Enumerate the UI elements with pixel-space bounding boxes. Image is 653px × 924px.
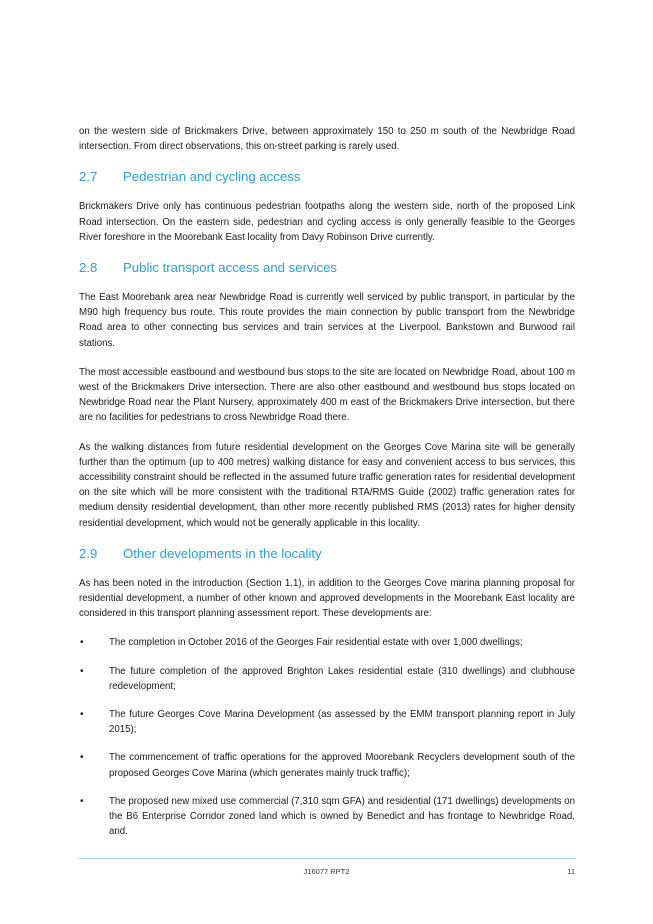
list-item-text: The completion in October 2016 of the Georges Fair residential estate with over 1,000 dwellings; xyxy=(109,637,523,649)
section-title: Other developments in the locality xyxy=(123,545,322,561)
paragraph: The most accessible eastbound and westbound bus stops to the site are located on Newbridge Road, about 100 m west of the Brickmakers Drive intersection. There are also other eastbound and westbound bus stops located on Newbridge Road near the Plant Nursery, approximately 400 m east of the Brickmakers Drive intersection, but there are no facilities for pedestrians to cross Newbridge Road there. xyxy=(79,366,575,424)
bullet-icon: • xyxy=(80,795,84,807)
paragraph: As has been noted in the introduction (Section 1.1), in addition to the Georges Cove marina planning proposal for residential development, a number of other known and approved developments in the Moorebank East locality are considered in this transport planning assessment report. These developments are: xyxy=(79,577,575,620)
list-item xyxy=(79,750,575,780)
document-body xyxy=(79,124,575,853)
intro-paragraph: on the western side of Brickmakers Drive, between approximately 150 to 250 m south of the Newbridge Road intersection. From direct observations, this on-street parking is rarely used. xyxy=(79,126,575,153)
section-number: 2.7 xyxy=(79,169,98,185)
list-item xyxy=(79,664,575,694)
footer-page-number: 11 xyxy=(567,867,575,876)
section-title: Public transport access and services xyxy=(123,260,338,276)
section-heading-2-8 xyxy=(79,259,575,276)
list-item-text: The proposed new mixed use commercial (7,310 sqm GFA) and residential (171 dwellings) developments on the B6 Enterprise Corridor zoned land which is owned by Benedict and has frontage to Newbridge Road, and. xyxy=(109,795,575,838)
section-heading-2-9 xyxy=(79,545,575,562)
developments-list xyxy=(79,635,575,839)
list-item-text: The commencement of traffic operations for the approved Moorebank Recyclers development south of the proposed Georges Cove Marina (which generates mainly truck traffic); xyxy=(109,752,575,779)
list-item xyxy=(79,707,575,737)
list-item-text: The future Georges Cove Marina Development (as assessed by the EMM transport planning report in July 2015); xyxy=(109,709,575,736)
list-item xyxy=(79,635,575,650)
bullet-icon: • xyxy=(80,709,84,721)
section-heading-2-7 xyxy=(79,168,575,185)
section-number: 2.9 xyxy=(79,545,98,561)
list-item-text: The future completion of the approved Brighton Lakes residential estate (310 dwellings) and clubhouse redevelopment; xyxy=(109,665,575,692)
section-title: Pedestrian and cycling access xyxy=(123,169,301,185)
section-number: 2.8 xyxy=(79,260,98,276)
paragraph: As the walking distances from future residential development on the Georges Cove Marina site will be generally further than the optimum (up to 400 metres) walking distance for easy and convenient access to bus services, this accessibility constraint should be reflected in the assumed future traffic generation rates for residential development on the site which will be more consistent with the traditional RTA/RMS Guide (2002) traffic generation rates for medium density residential development, than other more recently published RMS (2013) rates for higher density residential development, which would not be generally applicable in this locality. xyxy=(79,441,575,529)
paragraph: Brickmakers Drive only has continuous pedestrian footpaths along the western side, north of the proposed Link Road intersection. On the eastern side, pedestrian and cycling access is only generally feasible to the Georges River foreshore in the Moorebank East locality from Davy Robinson Drive currently. xyxy=(79,201,575,243)
footer-divider xyxy=(79,858,575,859)
bullet-icon: • xyxy=(80,752,84,764)
bullet-icon: • xyxy=(80,665,84,677)
footer-doc-code: J16077 RPT2 xyxy=(303,867,350,876)
paragraph: The East Moorebank area near Newbridge Road is currently well serviced by public transport, in particular by the M90 high frequency bus route. This route provides the main connection by public transport from the Newbridge Road area to other connecting bus services and train services at the Liverpool, Bankstown and Burwood rail stations. xyxy=(79,292,575,349)
bullet-icon: • xyxy=(80,637,84,649)
list-item xyxy=(79,794,575,840)
